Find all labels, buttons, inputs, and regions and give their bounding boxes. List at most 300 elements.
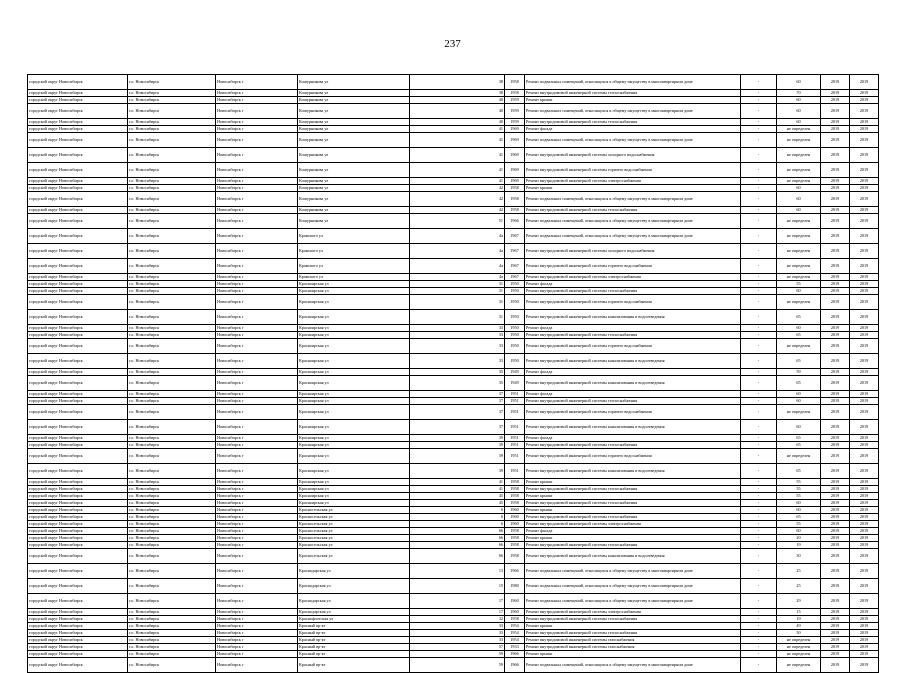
dash-cell: - <box>741 369 777 376</box>
city-cell: Новосибирск г <box>216 486 298 493</box>
street-cell: Крамского ул <box>298 244 410 259</box>
city-cell: Новосибирск г <box>216 658 298 673</box>
city-cell: Новосибирск г <box>216 493 298 500</box>
year-cell: 1969 <box>505 148 525 163</box>
end-year-cell: 2019 <box>850 281 879 288</box>
year-cell: 1959 <box>505 97 525 104</box>
start-year-cell: 2019 <box>821 609 850 616</box>
district-cell: г.о. Новосибирск <box>128 163 216 178</box>
table-row <box>28 420 879 435</box>
city-cell: Новосибирск г <box>216 376 298 391</box>
year-cell: 1954 <box>505 630 525 637</box>
start-year-cell: 2019 <box>821 521 850 528</box>
term-cell: не определен <box>777 214 821 229</box>
street-cell: Красноярская ул <box>298 332 410 339</box>
end-year-cell: 2019 <box>850 75 879 90</box>
city-cell: Новосибирск г <box>216 637 298 644</box>
start-year-cell: 2019 <box>821 325 850 332</box>
street-cell: Краснодарская ул <box>298 594 410 609</box>
district-cell: г.о. Новосибирск <box>128 449 216 464</box>
dash-cell: - <box>741 535 777 542</box>
end-year-cell: 2019 <box>850 542 879 549</box>
term-cell: 65 <box>777 376 821 391</box>
year-cell: 1958 <box>505 479 525 486</box>
term-cell: 19 <box>777 542 821 549</box>
dash-cell: - <box>741 609 777 616</box>
municipality-cell: городской округ Новосибирск <box>28 442 128 449</box>
end-year-cell: 2019 <box>850 310 879 325</box>
year-cell: 1958 <box>505 90 525 97</box>
table-row <box>28 325 879 332</box>
municipality-cell: городской округ Новосибирск <box>28 616 128 623</box>
district-cell: г.о. Новосибирск <box>128 376 216 391</box>
municipality-cell: городской округ Новосибирск <box>28 479 128 486</box>
municipality-cell: городской округ Новосибирск <box>28 594 128 609</box>
street-cell: Крамского ул <box>298 259 410 274</box>
municipality-cell: городской округ Новосибирск <box>28 549 128 564</box>
municipality-cell: городской округ Новосибирск <box>28 163 128 178</box>
street-cell: Красноярская ул <box>298 442 410 449</box>
city-cell: Новосибирск г <box>216 542 298 549</box>
term-cell: 29 <box>777 594 821 609</box>
end-year-cell: 2019 <box>850 564 879 579</box>
year-cell: 1949 <box>505 369 525 376</box>
page-number: 237 <box>444 38 461 50</box>
table-row <box>28 405 879 420</box>
city-cell: Новосибирск г <box>216 391 298 398</box>
dash-cell: - <box>741 332 777 339</box>
work-type-cell: Ремонт внутридомовой инженерной системы электроснабжения <box>525 521 741 528</box>
dash-cell: - <box>741 564 777 579</box>
term-cell: не определен <box>777 449 821 464</box>
city-cell: Новосибирск г <box>216 651 298 658</box>
end-year-cell: 2019 <box>850 609 879 616</box>
year-cell: 1958 <box>505 75 525 90</box>
dash-cell: - <box>741 616 777 623</box>
year-cell: 1969 <box>505 133 525 148</box>
dash-cell: - <box>741 464 777 479</box>
work-type-cell: Ремонт крыши <box>525 97 741 104</box>
district-cell: г.о. Новосибирск <box>128 192 216 207</box>
year-cell: 1960 <box>505 514 525 521</box>
start-year-cell: 2019 <box>821 594 850 609</box>
year-cell: 1958 <box>505 528 525 535</box>
house-number-cell: 6 <box>410 507 505 514</box>
term-cell: 25 <box>777 564 821 579</box>
start-year-cell: 2019 <box>821 192 850 207</box>
work-type-cell: Ремонт крыши <box>525 185 741 192</box>
dash-cell: - <box>741 493 777 500</box>
year-cell: 1954 <box>505 623 525 630</box>
street-cell: Красный пр-кт <box>298 630 410 637</box>
house-number-cell: 33 <box>410 354 505 369</box>
street-cell: Красноярская ул <box>298 310 410 325</box>
city-cell: Новосибирск г <box>216 133 298 148</box>
term-cell: не определен <box>777 148 821 163</box>
start-year-cell: 2019 <box>821 133 850 148</box>
end-year-cell: 2019 <box>850 398 879 405</box>
end-year-cell: 2019 <box>850 658 879 673</box>
municipality-cell: городской округ Новосибирск <box>28 514 128 521</box>
table-row <box>28 288 879 295</box>
city-cell: Новосибирск г <box>216 644 298 651</box>
municipality-cell: городской округ Новосибирск <box>28 214 128 229</box>
house-number-cell: 59 <box>410 651 505 658</box>
district-cell: г.о. Новосибирск <box>128 616 216 623</box>
district-cell: г.о. Новосибирск <box>128 486 216 493</box>
street-cell: Красноярская ул <box>298 398 410 405</box>
start-year-cell: 2019 <box>821 369 850 376</box>
city-cell: Новосибирск г <box>216 609 298 616</box>
table-row <box>28 449 879 464</box>
work-type-cell: Ремонт внутридомовой инженерной системы теплоснабжения <box>525 332 741 339</box>
district-cell: г.о. Новосибирск <box>128 405 216 420</box>
street-cell: Красный пр-кт <box>298 637 410 644</box>
dash-cell: - <box>741 449 777 464</box>
street-cell: Краснофлотская ул <box>298 616 410 623</box>
year-cell: 1933 <box>505 644 525 651</box>
work-type-cell: Ремонт внутридомовой инженерной системы горячего водоснабжения <box>525 339 741 354</box>
year-cell: 1967 <box>505 244 525 259</box>
street-cell: Краснодарская ул <box>298 564 410 579</box>
start-year-cell: 2019 <box>821 623 850 630</box>
district-cell: г.о. Новосибирск <box>128 500 216 507</box>
city-cell: Новосибирск г <box>216 442 298 449</box>
work-type-cell: Ремонт крыши <box>525 651 741 658</box>
district-cell: г.о. Новосибирск <box>128 594 216 609</box>
year-cell: 1966 <box>505 214 525 229</box>
work-type-cell: Ремонт внутридомовой инженерной системы канализования и водоотведения <box>525 549 741 564</box>
table-row <box>28 594 879 609</box>
house-number-cell: 6 <box>410 521 505 528</box>
end-year-cell: 2019 <box>850 148 879 163</box>
dash-cell: - <box>741 104 777 119</box>
dash-cell: - <box>741 542 777 549</box>
municipality-cell: городской округ Новосибирск <box>28 332 128 339</box>
house-number-cell: 39 <box>410 464 505 479</box>
municipality-cell: городской округ Новосибирск <box>28 535 128 542</box>
end-year-cell: 2019 <box>850 192 879 207</box>
year-cell: 1960 <box>505 521 525 528</box>
dash-cell: - <box>741 178 777 185</box>
street-cell: Красноярская ул <box>298 493 410 500</box>
work-type-cell: Ремонт фасада <box>525 281 741 288</box>
table-row <box>28 493 879 500</box>
term-cell: не определен <box>777 658 821 673</box>
dash-cell: - <box>741 339 777 354</box>
city-cell: Новосибирск г <box>216 528 298 535</box>
street-cell: Красноярская ул <box>298 354 410 369</box>
street-cell: Кошурникова ул <box>298 148 410 163</box>
term-cell: не определен <box>777 274 821 281</box>
work-type-cell: Ремонт внутридомовой инженерной системы горячего водоснабжения <box>525 295 741 310</box>
table-row <box>28 148 879 163</box>
city-cell: Новосибирск г <box>216 435 298 442</box>
street-cell: Красноярская ул <box>298 479 410 486</box>
city-cell: Новосибирск г <box>216 420 298 435</box>
start-year-cell: 2019 <box>821 549 850 564</box>
term-cell: 25 <box>777 579 821 594</box>
work-type-cell: Ремонт фасада <box>525 325 741 332</box>
district-cell: г.о. Новосибирск <box>128 288 216 295</box>
work-type-cell: Ремонт внутридомовой инженерной системы горячего водоснабжения <box>525 449 741 464</box>
street-cell: Красноярская ул <box>298 339 410 354</box>
table-row <box>28 528 879 535</box>
municipality-cell: городской округ Новосибирск <box>28 119 128 126</box>
year-cell: 1958 <box>505 493 525 500</box>
street-cell: Красносельская ул <box>298 507 410 514</box>
table-row <box>28 435 879 442</box>
street-cell: Крамского ул <box>298 274 410 281</box>
work-type-cell: Ремонт внутридомовой инженерной системы теплоснабжения <box>525 514 741 521</box>
work-type-cell: Ремонт крыши <box>525 535 741 542</box>
dash-cell: - <box>741 549 777 564</box>
start-year-cell: 2019 <box>821 354 850 369</box>
end-year-cell: 2019 <box>850 594 879 609</box>
end-year-cell: 2019 <box>850 528 879 535</box>
city-cell: Новосибирск г <box>216 207 298 214</box>
city-cell: Новосибирск г <box>216 623 298 630</box>
dash-cell: - <box>741 97 777 104</box>
city-cell: Новосибирск г <box>216 90 298 97</box>
city-cell: Новосибирск г <box>216 288 298 295</box>
dash-cell: - <box>741 119 777 126</box>
street-cell: Красноярская ул <box>298 325 410 332</box>
start-year-cell: 2019 <box>821 274 850 281</box>
dash-cell: - <box>741 229 777 244</box>
district-cell: г.о. Новосибирск <box>128 104 216 119</box>
table-row <box>28 332 879 339</box>
city-cell: Новосибирск г <box>216 75 298 90</box>
city-cell: Новосибирск г <box>216 464 298 479</box>
term-cell: 49 <box>777 623 821 630</box>
city-cell: Новосибирск г <box>216 594 298 609</box>
work-type-cell: Ремонт внутридомовой инженерной системы теплоснабжения <box>525 90 741 97</box>
table-row <box>28 623 879 630</box>
dash-cell: - <box>741 126 777 133</box>
dash-cell: - <box>741 658 777 673</box>
end-year-cell: 2019 <box>850 486 879 493</box>
start-year-cell: 2019 <box>821 542 850 549</box>
district-cell: г.о. Новосибирск <box>128 244 216 259</box>
municipality-cell: городской округ Новосибирск <box>28 244 128 259</box>
house-number-cell: 4а <box>410 244 505 259</box>
repair-table-container <box>27 74 879 673</box>
district-cell: г.о. Новосибирск <box>128 281 216 288</box>
work-type-cell: Ремонт крыши <box>525 623 741 630</box>
city-cell: Новосибирск г <box>216 521 298 528</box>
start-year-cell: 2019 <box>821 435 850 442</box>
term-cell: не определен <box>777 637 821 644</box>
house-number-cell: 39 <box>410 449 505 464</box>
term-cell: 30 <box>777 549 821 564</box>
municipality-cell: городской округ Новосибирск <box>28 542 128 549</box>
year-cell: 1949 <box>505 376 525 391</box>
district-cell: г.о. Новосибирск <box>128 535 216 542</box>
year-cell: 1958 <box>505 542 525 549</box>
street-cell: Красноярская ул <box>298 376 410 391</box>
work-type-cell: Ремонт внутридомовой инженерной системы канализования и водоотведения <box>525 464 741 479</box>
term-cell: не определен <box>777 644 821 651</box>
start-year-cell: 2019 <box>821 75 850 90</box>
work-type-cell: Ремонт подвальных помещений, относящихся к общему имуществу в многоквартирном доме <box>525 214 741 229</box>
dash-cell: - <box>741 644 777 651</box>
municipality-cell: городской округ Новосибирск <box>28 288 128 295</box>
year-cell: 1951 <box>505 391 525 398</box>
dash-cell: - <box>741 623 777 630</box>
term-cell: 19 <box>777 616 821 623</box>
start-year-cell: 2019 <box>821 486 850 493</box>
house-number-cell: 37 <box>410 405 505 420</box>
repair-program-table <box>27 74 879 673</box>
dash-cell: - <box>741 500 777 507</box>
start-year-cell: 2019 <box>821 449 850 464</box>
start-year-cell: 2019 <box>821 288 850 295</box>
street-cell: Кошурникова ул <box>298 119 410 126</box>
start-year-cell: 2019 <box>821 637 850 644</box>
municipality-cell: городской округ Новосибирск <box>28 104 128 119</box>
term-cell: 60 <box>777 325 821 332</box>
work-type-cell: Ремонт подвальных помещений, относящихся к общему имуществу в многоквартирном доме <box>525 564 741 579</box>
municipality-cell: городской округ Новосибирск <box>28 376 128 391</box>
street-cell: Красный пр-кт <box>298 651 410 658</box>
year-cell: 1951 <box>505 464 525 479</box>
start-year-cell: 2019 <box>821 651 850 658</box>
municipality-cell: городской округ Новосибирск <box>28 133 128 148</box>
work-type-cell: Ремонт подвальных помещений, относящихся к общему имуществу в многоквартирном доме <box>525 229 741 244</box>
municipality-cell: городской округ Новосибирск <box>28 148 128 163</box>
city-cell: Новосибирск г <box>216 295 298 310</box>
district-cell: г.о. Новосибирск <box>128 521 216 528</box>
table-row <box>28 644 879 651</box>
district-cell: г.о. Новосибирск <box>128 97 216 104</box>
term-cell: не определен <box>777 651 821 658</box>
dash-cell: - <box>741 325 777 332</box>
term-cell: 65 <box>777 310 821 325</box>
table-row <box>28 658 879 673</box>
year-cell: 1951 <box>505 420 525 435</box>
municipality-cell: городской округ Новосибирск <box>28 609 128 616</box>
house-number-cell: 17 <box>410 609 505 616</box>
term-cell: 65 <box>777 332 821 339</box>
house-number-cell: 66 <box>410 528 505 535</box>
table-row <box>28 259 879 274</box>
table-row <box>28 486 879 493</box>
work-type-cell: Ремонт подвальных помещений, относящихся к общему имуществу в многоквартирном доме <box>525 75 741 90</box>
house-number-cell: 41 <box>410 479 505 486</box>
municipality-cell: городской округ Новосибирск <box>28 637 128 644</box>
table-row <box>28 442 879 449</box>
end-year-cell: 2019 <box>850 90 879 97</box>
end-year-cell: 2019 <box>850 133 879 148</box>
city-cell: Новосибирск г <box>216 339 298 354</box>
end-year-cell: 2019 <box>850 288 879 295</box>
municipality-cell: городской округ Новосибирск <box>28 178 128 185</box>
municipality-cell: городской округ Новосибирск <box>28 500 128 507</box>
start-year-cell: 2019 <box>821 97 850 104</box>
district-cell: г.о. Новосибирск <box>128 479 216 486</box>
house-number-cell: 13 <box>410 564 505 579</box>
term-cell: 60 <box>777 104 821 119</box>
start-year-cell: 2019 <box>821 630 850 637</box>
dash-cell: - <box>741 479 777 486</box>
house-number-cell: 31 <box>410 288 505 295</box>
term-cell: 60 <box>777 192 821 207</box>
end-year-cell: 2019 <box>850 507 879 514</box>
municipality-cell: городской округ Новосибирск <box>28 354 128 369</box>
house-number-cell: 42 <box>410 207 505 214</box>
house-number-cell: 38 <box>410 90 505 97</box>
table-row <box>28 163 879 178</box>
dash-cell: - <box>741 630 777 637</box>
term-cell: не определен <box>777 163 821 178</box>
street-cell: Красносельская ул <box>298 535 410 542</box>
start-year-cell: 2019 <box>821 178 850 185</box>
city-cell: Новосибирск г <box>216 354 298 369</box>
work-type-cell: Ремонт внутридомовой инженерной системы холодного водоснабжения <box>525 244 741 259</box>
house-number-cell: 37 <box>410 391 505 398</box>
dash-cell: - <box>741 405 777 420</box>
work-type-cell: Ремонт внутридомовой инженерной системы теплоснабжения <box>525 542 741 549</box>
year-cell: 1950 <box>505 332 525 339</box>
start-year-cell: 2019 <box>821 281 850 288</box>
work-type-cell: Ремонт фасада <box>525 435 741 442</box>
city-cell: Новосибирск г <box>216 564 298 579</box>
street-cell: Красносельская ул <box>298 514 410 521</box>
district-cell: г.о. Новосибирск <box>128 185 216 192</box>
district-cell: г.о. Новосибирск <box>128 542 216 549</box>
year-cell: 1958 <box>505 207 525 214</box>
start-year-cell: 2019 <box>821 244 850 259</box>
year-cell: 1969 <box>505 163 525 178</box>
house-number-cell: 45 <box>410 493 505 500</box>
dash-cell: - <box>741 354 777 369</box>
house-number-cell: 4а <box>410 274 505 281</box>
table-row <box>28 521 879 528</box>
year-cell: 1960 <box>505 507 525 514</box>
table-row <box>28 651 879 658</box>
year-cell: 1969 <box>505 126 525 133</box>
municipality-cell: городской округ Новосибирск <box>28 192 128 207</box>
dash-cell: - <box>741 528 777 535</box>
end-year-cell: 2019 <box>850 616 879 623</box>
dash-cell: - <box>741 288 777 295</box>
end-year-cell: 2019 <box>850 644 879 651</box>
start-year-cell: 2019 <box>821 464 850 479</box>
start-year-cell: 2019 <box>821 616 850 623</box>
term-cell: 65 <box>777 435 821 442</box>
house-number-cell: 31 <box>410 310 505 325</box>
term-cell: не определен <box>777 178 821 185</box>
house-number-cell: 15 <box>410 579 505 594</box>
year-cell: 1966 <box>505 658 525 673</box>
dash-cell: - <box>741 420 777 435</box>
table-row <box>28 281 879 288</box>
city-cell: Новосибирск г <box>216 310 298 325</box>
street-cell: Крамского ул <box>298 229 410 244</box>
district-cell: г.о. Новосибирск <box>128 514 216 521</box>
table-row <box>28 514 879 521</box>
district-cell: г.о. Новосибирск <box>128 442 216 449</box>
end-year-cell: 2019 <box>850 637 879 644</box>
end-year-cell: 2019 <box>850 163 879 178</box>
dash-cell: - <box>741 507 777 514</box>
city-cell: Новосибирск г <box>216 507 298 514</box>
house-number-cell: 33 <box>410 630 505 637</box>
municipality-cell: городской округ Новосибирск <box>28 185 128 192</box>
start-year-cell: 2019 <box>821 644 850 651</box>
district-cell: г.о. Новосибирск <box>128 623 216 630</box>
